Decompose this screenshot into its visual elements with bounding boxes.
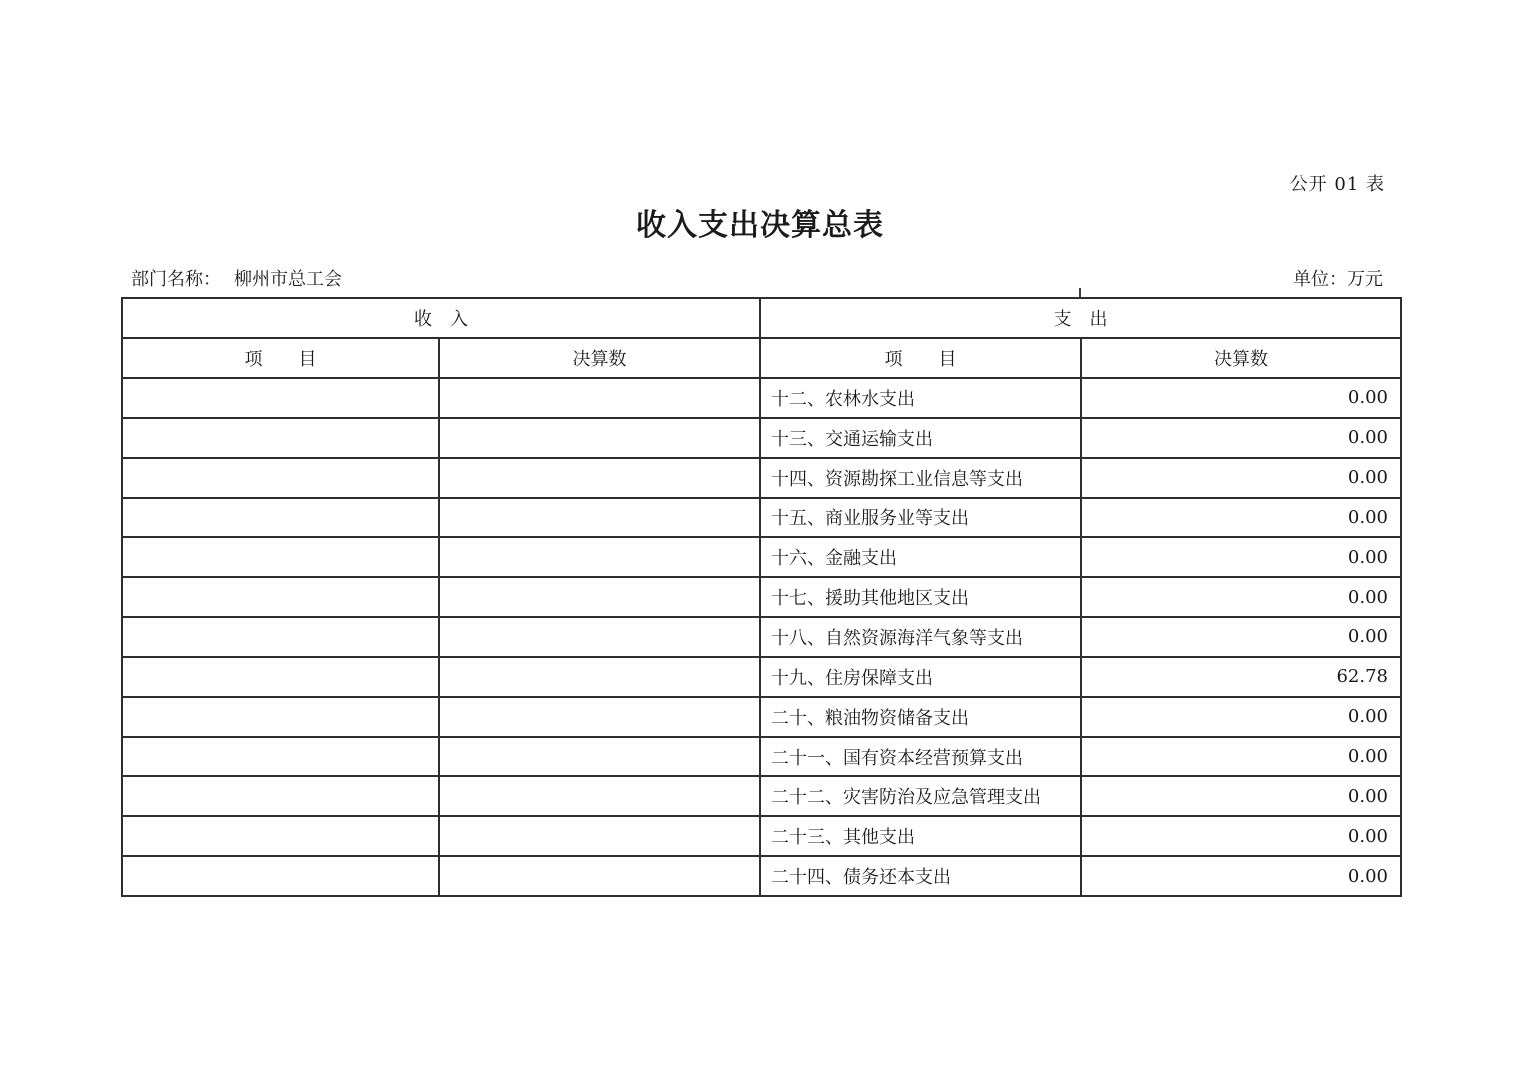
expense-amount-cell: 0.00 xyxy=(1081,737,1401,777)
expense-item-cell: 十五、商业服务业等支出 xyxy=(760,498,1081,538)
income-item-cell xyxy=(122,816,439,856)
expense-item-cell: 二十四、债务还本支出 xyxy=(760,856,1081,896)
expense-item-cell: 十七、援助其他地区支出 xyxy=(760,577,1081,617)
expense-item-cell: 十二、农林水支出 xyxy=(760,378,1081,418)
expense-item-cell: 二十三、其他支出 xyxy=(760,816,1081,856)
expense-item-cell: 十四、资源勘探工业信息等支出 xyxy=(760,458,1081,498)
expense-item-cell: 二十二、灾害防治及应急管理支出 xyxy=(760,776,1081,816)
table-row xyxy=(122,737,1401,777)
department-value: 柳州市总工会 xyxy=(234,269,342,290)
table-row xyxy=(122,498,1401,538)
income-amount-cell xyxy=(439,816,760,856)
expense-amount-cell: 0.00 xyxy=(1081,378,1401,418)
column-header-row xyxy=(122,338,1401,378)
expense-amount-cell: 0.00 xyxy=(1081,537,1401,577)
expense-amount-cell: 0.00 xyxy=(1081,776,1401,816)
expense-item-cell: 二十一、国有资本经营预算支出 xyxy=(760,737,1081,777)
income-amount-cell xyxy=(439,617,760,657)
income-amount-cell xyxy=(439,577,760,617)
expense-amount-cell: 0.00 xyxy=(1081,418,1401,458)
income-item-cell xyxy=(122,657,439,697)
table-row xyxy=(122,418,1401,458)
table-row xyxy=(122,856,1401,896)
expense-item-cell: 十九、住房保障支出 xyxy=(760,657,1081,697)
unit-label: 单位：万元 xyxy=(1293,269,1383,290)
expense-item-column-header: 项 目 xyxy=(760,338,1081,378)
department-label: 部门名称： xyxy=(131,269,221,290)
page-title: 收入支出决算总表 xyxy=(636,208,884,243)
income-amount-cell xyxy=(439,856,760,896)
income-amount-cell xyxy=(439,776,760,816)
section-header-row xyxy=(122,298,1401,338)
expense-amount-cell: 0.00 xyxy=(1081,458,1401,498)
income-section-header: 收 入 xyxy=(122,298,760,338)
income-item-cell xyxy=(122,498,439,538)
table-header xyxy=(122,298,1401,378)
income-amount-column-header: 决算数 xyxy=(439,338,760,378)
expense-item-cell: 十三、交通运输支出 xyxy=(760,418,1081,458)
table-row xyxy=(122,816,1401,856)
table-body xyxy=(122,378,1401,896)
expense-amount-cell: 0.00 xyxy=(1081,816,1401,856)
table-row xyxy=(122,617,1401,657)
table-row xyxy=(122,776,1401,816)
expense-amount-cell: 0.00 xyxy=(1081,498,1401,538)
expense-item-cell: 二十、粮油物资储备支出 xyxy=(760,697,1081,737)
income-item-cell xyxy=(122,378,439,418)
income-amount-cell xyxy=(439,537,760,577)
income-amount-cell xyxy=(439,657,760,697)
income-item-cell xyxy=(122,418,439,458)
expense-item-cell: 十六、金融支出 xyxy=(760,537,1081,577)
income-amount-cell xyxy=(439,697,760,737)
income-item-cell xyxy=(122,856,439,896)
expense-amount-cell: 0.00 xyxy=(1081,577,1401,617)
table-row xyxy=(122,577,1401,617)
table-row xyxy=(122,458,1401,498)
income-amount-cell xyxy=(439,458,760,498)
income-item-cell xyxy=(122,617,439,657)
expense-section-header: 支 出 xyxy=(760,298,1401,338)
expense-amount-cell: 0.00 xyxy=(1081,617,1401,657)
income-amount-cell xyxy=(439,498,760,538)
income-item-cell xyxy=(122,737,439,777)
table-row xyxy=(122,537,1401,577)
table-row xyxy=(122,657,1401,697)
income-amount-cell xyxy=(439,737,760,777)
income-item-cell xyxy=(122,776,439,816)
expense-item-cell: 十八、自然资源海洋气象等支出 xyxy=(760,617,1081,657)
department-name-line xyxy=(131,265,342,291)
income-item-cell xyxy=(122,697,439,737)
expense-amount-cell: 0.00 xyxy=(1081,856,1401,896)
table-row xyxy=(122,697,1401,737)
income-item-cell xyxy=(122,537,439,577)
income-item-cell xyxy=(122,577,439,617)
income-amount-cell xyxy=(439,418,760,458)
income-expense-table xyxy=(121,297,1402,897)
income-amount-cell xyxy=(439,378,760,418)
expense-amount-column-header: 决算数 xyxy=(1081,338,1401,378)
table-row xyxy=(122,378,1401,418)
income-item-cell xyxy=(122,458,439,498)
expense-amount-cell: 0.00 xyxy=(1081,697,1401,737)
doc-number-label: 公开 01 表 xyxy=(1289,174,1385,195)
expense-amount-cell: 62.78 xyxy=(1081,657,1401,697)
income-item-column-header: 项 目 xyxy=(122,338,439,378)
